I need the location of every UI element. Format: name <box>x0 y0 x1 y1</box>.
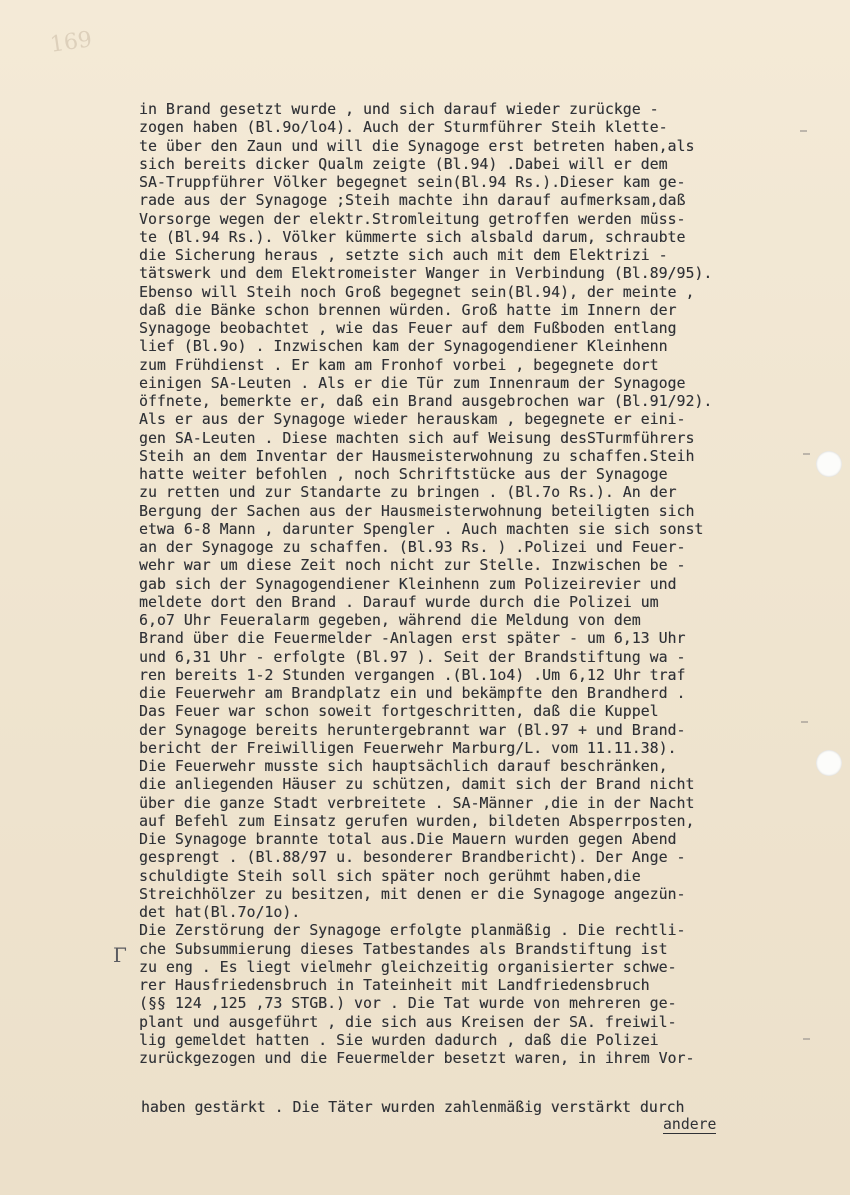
margin-tick <box>803 453 810 455</box>
text-line: Steih an dem Inventar der Hausmeisterwohnung zu schaffen.Steih <box>139 447 695 465</box>
text-line: etwa 6-8 Mann , darunter Spengler . Auch machten sie sich sonst <box>139 520 704 538</box>
text-line: meldete dort den Brand . Darauf wurde durch die Polizei um <box>139 593 659 611</box>
continuation-word: andere <box>663 1116 717 1133</box>
text-line: über die ganze Stadt verbreitete . SA-Männer ,die in der Nacht <box>139 794 695 812</box>
closing-text-line: haben gestärkt . Die Täter wurden zahlenmäßig verstärkt durch <box>141 1099 685 1116</box>
text-line: einigen SA-Leuten . Als er die Tür zum Innenraum der Synagoge <box>139 374 686 392</box>
text-line: bericht der Freiwilligen Feuerwehr Marburg/L. vom 11.11.38). <box>139 739 677 757</box>
text-line: rade aus der Synagoge ;Steih machte ihn darauf aufmerksam,daß <box>139 192 686 210</box>
text-line: in Brand gesetzt wurde , und sich darauf wieder zurückge - <box>139 101 659 118</box>
text-line: öffnete, bemerkte er, daß ein Brand ausgebrochen war (Bl.91/92). <box>139 393 713 410</box>
text-line: Ebenso will Steih noch Groß begegnet sein(Bl.94), der meinte , <box>139 283 695 301</box>
text-line: Bergung der Sachen aus der Hausmeisterwohnung beteiligten sich <box>139 502 695 520</box>
punch-hole <box>816 451 842 477</box>
margin-bracket-mark: Γ <box>113 943 127 967</box>
text-line: SA-Truppführer Völker begegnet sein(Bl.94 Rs.).Dieser kam ge- <box>139 174 686 191</box>
text-line: wehr war um diese Zeit noch nicht zur Stelle. Inzwischen be - <box>139 557 686 575</box>
text-line: te über den Zaun und will die Synagoge erst betreten haben,als <box>139 137 695 155</box>
text-line: det hat(Bl.7o/1o). <box>139 904 301 921</box>
text-line: auf Befehl zum Einsatz gerufen wurden, bildeten Absperrposten, <box>139 812 695 830</box>
text-line: die anliegenden Häuser zu schützen, damit sich der Brand nicht <box>139 776 695 794</box>
text-line: die Feuerwehr am Brandplatz ein und bekämpfte den Brandherd . <box>139 685 686 702</box>
margin-tick <box>801 721 808 723</box>
text-line: und 6,31 Uhr - erfolgte (Bl.97 ). Seit der Brandstiftung wa - <box>139 648 686 666</box>
text-line: che Subsummierung dieses Tatbestandes als Brandstiftung ist <box>139 940 668 958</box>
text-line: Streichhölzer zu besitzen, mit denen er die Synagoge angezün- <box>139 885 686 903</box>
page-number-mark: 169 <box>48 27 94 58</box>
typewritten-text-block <box>139 101 829 1068</box>
text-line: zu retten und zur Standarte zu bringen . (Bl.7o Rs.). An der <box>139 484 677 502</box>
text-line: zum Frühdienst . Er kam am Fronhof vorbei , begegnete dort <box>139 356 659 374</box>
text-line: te (Bl.94 Rs.). Völker kümmerte sich alsbald darum, schraubte <box>139 228 686 246</box>
text-line: schuldigte Steih soll sich später noch gerühmt haben,die <box>139 867 641 885</box>
text-line: gab sich der Synagogendiener Kleinhenn zum Polizeirevier und <box>139 575 677 593</box>
text-line: daß die Bänke schon brennen würden. Groß hatte im Innern der <box>139 301 677 319</box>
text-line: lig gemeldet hatten . Sie wurden dadurch , daß die Polizei <box>139 1031 659 1049</box>
text-line: lief (Bl.9o) . Inzwischen kam der Synagogendiener Kleinhenn <box>139 338 668 356</box>
text-line: gen SA-Leuten . Diese machten sich auf Weisung desSTurmführers <box>139 429 695 447</box>
text-line: ren bereits 1-2 Stunden vergangen .(Bl.1o4) .Um 6,12 Uhr traf <box>139 666 686 684</box>
text-line: Als er aus der Synagoge wieder herauskam , begegnete er eini- <box>139 411 686 429</box>
text-line: an der Synagoge zu schaffen. (Bl.93 Rs. ) .Polizei und Feuer- <box>139 539 686 556</box>
text-line: rer Hausfriedensbruch in Tateinheit mit Landfriedensbruch <box>139 977 650 994</box>
text-line: sich bereits dicker Qualm zeigte (Bl.94) .Dabei will er dem <box>139 155 668 173</box>
text-line: 6,o7 Uhr Feueralarm gegeben, während die Meldung von dem <box>139 612 641 629</box>
text-line: Brand über die Feuermelder -Anlagen erst später - um 6,13 Uhr <box>139 630 686 648</box>
text-line: Die Synagoge brannte total aus.Die Mauern wurden gegen Abend <box>139 831 677 848</box>
text-line: Die Feuerwehr musste sich hauptsächlich darauf beschränken, <box>139 758 668 775</box>
text-line: tätswerk und dem Elektromeister Wanger in Verbindung (Bl.89/95). <box>139 265 713 283</box>
text-line: hatte weiter befohlen , noch Schriftstücke aus der Synagoge <box>139 466 668 483</box>
text-line: gesprengt . (Bl.88/97 u. besonderer Brandbericht). Der Ange - <box>139 849 686 867</box>
punch-hole <box>816 750 842 776</box>
text-line: zogen haben (Bl.9o/lo4). Auch der Sturmführer Steih klette- <box>139 119 668 137</box>
margin-tick <box>803 1038 810 1040</box>
text-line: Synagoge beobachtet , wie das Feuer auf dem Fußboden entlang <box>139 320 677 337</box>
text-line: zu eng . Es liegt vielmehr gleichzeitig organisierter schwe- <box>139 958 677 976</box>
text-line: zurückgezogen und die Feuermelder besetzt waren, in ihrem Vor- <box>139 1050 695 1067</box>
text-line: Das Feuer war schon soweit fortgeschritten, daß die Kuppel <box>139 703 659 721</box>
text-line: plant und ausgeführt , die sich aus Kreisen der SA. freiwil- <box>139 1013 677 1031</box>
margin-tick <box>800 130 807 132</box>
text-line: Die Zerstörung der Synagoge erfolgte planmäßig . Die rechtli- <box>139 922 686 940</box>
text-line: die Sicherung heraus , setzte sich auch mit dem Elektrizi - <box>139 247 668 264</box>
text-line: der Synagoge bereits heruntergebrannt war (Bl.97 + und Brand- <box>139 721 686 739</box>
text-line: (§§ 124 ,125 ,73 STGB.) vor . Die Tat wurde von mehreren ge- <box>139 995 677 1013</box>
text-line: Vorsorge wegen der elektr.Stromleitung getroffen werden müss- <box>139 210 686 228</box>
